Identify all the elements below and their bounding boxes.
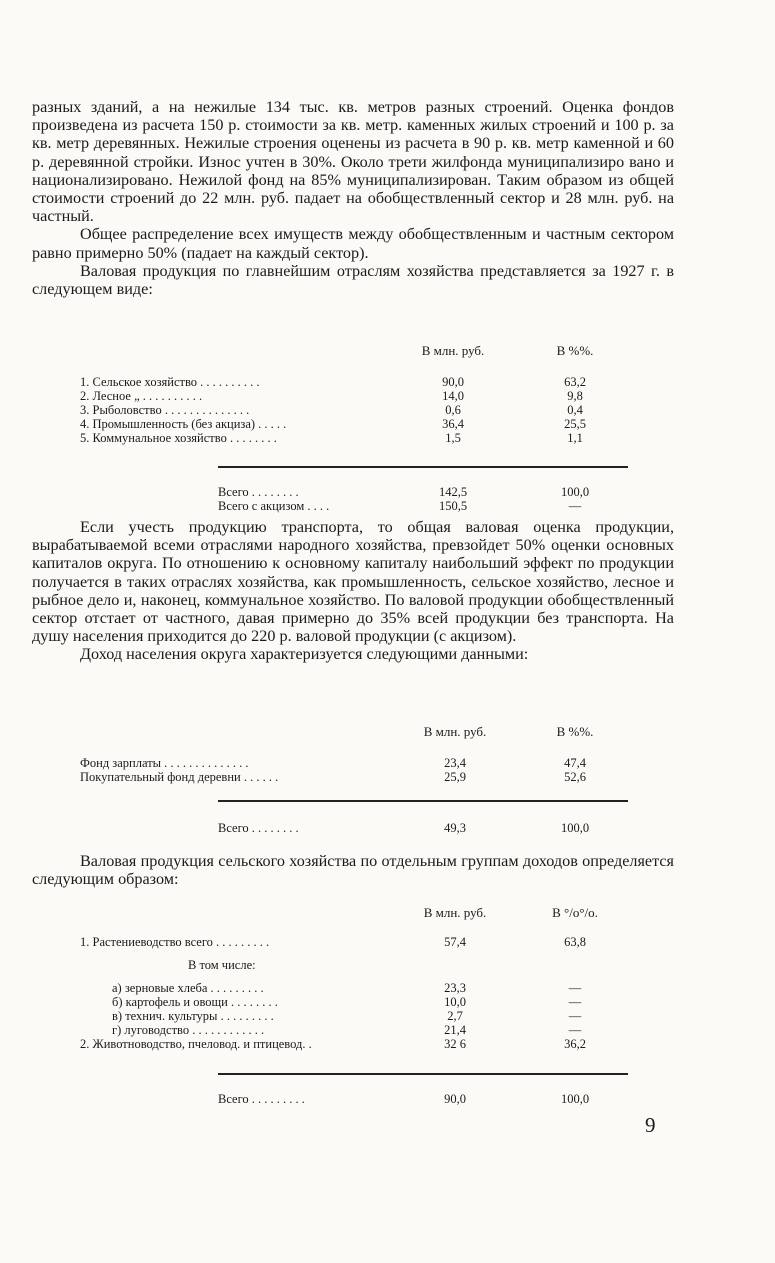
paragraph-6: Валовая продукция сельского хозяйства по отдельным группам доходов определяется следующим образом:: [32, 852, 674, 889]
table-income: В млн. руб. В %%. Фонд зарплаты . . . . . . . . . . . . . . 23,4 47,4 Покупательный фонд деревни . . . . . . 25,9 52,6 Всего . . . . . . . . 49,3 100,0: [80, 725, 640, 840]
table-col-header: В млн. руб.: [423, 905, 487, 920]
paragraph-3: Валовая продукция по главнейшим отраслям хозяйства представляется за 1927 г. в следующем виде:: [32, 261, 674, 299]
table-agriculture: В млн. руб. В °/о°/о. 1. Растениеводство всего . . . . . . . . . 57,4 63,8 В том числе: а) зерновые хлеба . . . . . . . . . 23,3 — б) картофель и овощи . . . . . . . . 10,0 — в) технич. культуры . . . . . . . . . 2,7 — г) луговодство . . . . . . . . . . . . 21,4 — 2. Животноводство, пчеловод. и птицевод. . 32 6 36,2 Всего . . . . . . . . . 90,0 100,0: [80, 906, 640, 1116]
table-col-header: В °/о°/о.: [552, 905, 598, 920]
body-text-block-1: [32, 98, 674, 298]
table-col-header: В млн. руб.: [423, 724, 487, 739]
table-production: В млн. руб. В %%. 1. Сельское хозяйство . . . . . . . . . . 90,0 63,2 2. Лесное „ . . . . . . . . . . 14,0 9,8 3. Рыболовство . . . . . . . . . . . . . . 0,6 0,4 4. Промышленность (без акциза) . . . . . 36,4 25,5 5. Коммунальное хозяйство . . . . . . . . 1,5 1,1 Всего . . . . . . . . 142,5 100,0 Всего с акцизом . . . . 150,5 —: [80, 344, 640, 524]
paragraph-4: Если учесть продукцию транспорта, то общая валовая оценка продукции, вырабатываемой всеми отраслями народного хозяйства, превзойдет 50% оценки основных капиталов округа. По отношению к основному капиталу наибольший эффект по продукции получается в таких отраслях хозяйства, как промышленность, сельское хозяйство, лесное и рыбное дело и, наконец, коммунальное хозяйство. По валовой продукции обобществленный сектор отстает от частного, давая примерно до 35% всей продукции без транспорта. На душу населения приходится до 220 р. валовой продукции (с акцизом).: [32, 518, 674, 646]
table-col-header: В %%.: [556, 343, 594, 358]
table-col-header: В %%.: [556, 724, 594, 739]
body-text-block-3: [32, 852, 674, 888]
table-col-header: В млн. руб.: [421, 343, 485, 358]
body-text-block-2: [32, 518, 674, 664]
table-rule: [218, 466, 628, 468]
paragraph-5: Доход населения округа характеризуется следующими данными:: [80, 645, 529, 664]
page-number: 9: [645, 1113, 656, 1137]
paragraph-2: Общее распределение всех имуществ между обобществленным и частным сектором равно примерно 50% (падает на каждый сектор).: [32, 225, 674, 262]
table-rule: [218, 1073, 628, 1075]
paragraph-1: разных зданий, а на нежилые 134 тыс. кв. метров разных строений. Оценка фондов произведена из расчета 150 р. стоимости за кв. метр. каменных жилых строений и 100 р. за кв. метр деревянных. Нежилые строения оценены из расчета в 90 р. кв. метр каменной и 60 р. деревянной стройки. Износ учтен в 30%. Около трети жилфонда муниципализиро вано и национализировано. Нежилой фонд на 85% муниципализирован. Таким образом из общей стоимости строений до 22 млн. руб. падает на обобществленный сектор и 28 млн. руб. на частный.: [32, 98, 674, 226]
table-rule: [218, 800, 628, 802]
